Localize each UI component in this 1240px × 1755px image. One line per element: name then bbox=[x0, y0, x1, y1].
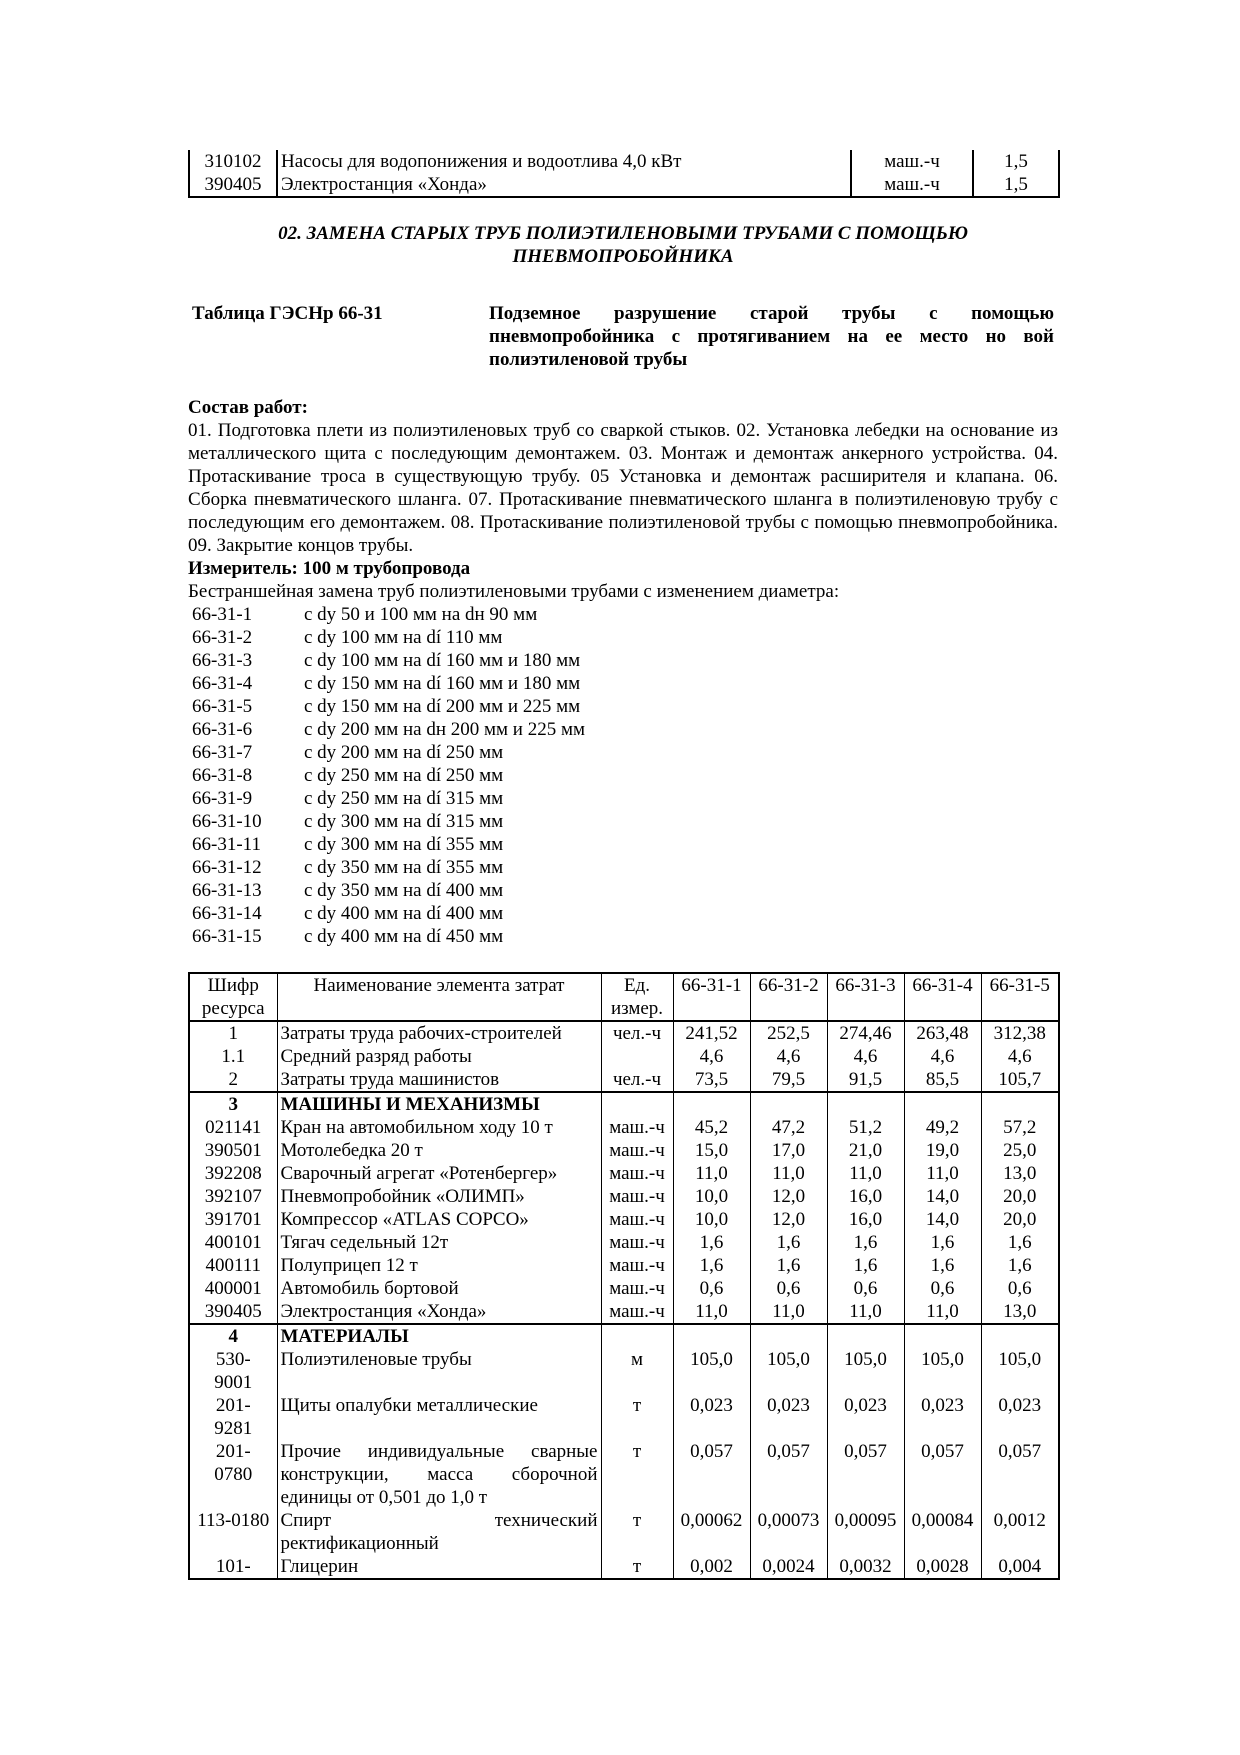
table-row bbox=[189, 1348, 1059, 1394]
table-heading bbox=[188, 302, 1058, 371]
variant-item bbox=[188, 718, 1058, 741]
resource-code-part: 9281 bbox=[214, 1418, 253, 1439]
norm-value: 0,6 bbox=[904, 1277, 981, 1300]
variant-code: 66-31-10 bbox=[192, 811, 262, 832]
variant-item bbox=[188, 856, 1058, 879]
resource-unit: маш.-ч bbox=[601, 1300, 673, 1324]
norm-value: 4,6 bbox=[827, 1045, 904, 1068]
norm-value: 0,6 bbox=[750, 1277, 827, 1300]
table-row bbox=[189, 1231, 1059, 1254]
variant-desc: с dy 200 мм на dí 250 мм bbox=[304, 742, 504, 763]
resource-name: Электростанция «Хонда» bbox=[277, 1300, 601, 1324]
norm-value: 4,6 bbox=[904, 1045, 981, 1068]
table-row bbox=[189, 1394, 1059, 1440]
variant-item bbox=[188, 764, 1058, 787]
variant-item bbox=[188, 902, 1058, 925]
resource-code: 391701 bbox=[189, 1208, 277, 1231]
resource-name: Глицерин bbox=[277, 1555, 601, 1579]
variant-item bbox=[188, 649, 1058, 672]
variant-list bbox=[188, 603, 1058, 948]
header-col-66-31-4: 66-31-4 bbox=[904, 973, 981, 1021]
resource-name: Сварочный агрегат «Ротенбергер» bbox=[277, 1162, 601, 1185]
empty-cell bbox=[904, 1092, 981, 1116]
norm-value: 14,0 bbox=[904, 1185, 981, 1208]
table-row bbox=[189, 1277, 1059, 1300]
empty-cell bbox=[904, 1324, 981, 1348]
table-row bbox=[189, 1162, 1059, 1185]
variant-item bbox=[188, 672, 1058, 695]
variant-code: 66-31-12 bbox=[192, 857, 262, 878]
norm-value: 10,0 bbox=[673, 1208, 750, 1231]
norm-value: 11,0 bbox=[904, 1300, 981, 1324]
resource-name: Пневмопробойник «ОЛИМП» bbox=[277, 1185, 601, 1208]
resource-unit: маш.-ч bbox=[601, 1162, 673, 1185]
document-page bbox=[188, 150, 1058, 1580]
variant-item bbox=[188, 810, 1058, 833]
norm-value: 252,5 bbox=[750, 1021, 827, 1045]
resource-code-part: 9001 bbox=[214, 1372, 253, 1393]
norm-value: 0,00084 bbox=[904, 1509, 981, 1555]
resource-unit: чел.-ч bbox=[601, 1068, 673, 1092]
resource-code: 392107 bbox=[189, 1185, 277, 1208]
section-title-line: 02. ЗАМЕНА СТАРЫХ ТРУБ ПОЛИЭТИЛЕНОВЫМИ ТРУБАМИ С ПОМОЩЬЮ bbox=[278, 223, 968, 244]
norm-value: 73,5 bbox=[673, 1068, 750, 1092]
section-title-line: ПНЕВМОПРОБОЙНИКА bbox=[512, 246, 734, 267]
norm-value: 241,52 bbox=[673, 1021, 750, 1045]
norm-value: 4,6 bbox=[750, 1045, 827, 1068]
header-name: Наименование элемента затрат bbox=[277, 973, 601, 1021]
table-code: Таблица ГЭСНр 66-31 bbox=[192, 303, 383, 324]
variant-desc: с dy 350 мм на dí 355 мм bbox=[304, 857, 504, 878]
group-header-row bbox=[189, 1092, 1059, 1116]
resource-name: Автомобиль бортовой bbox=[277, 1277, 601, 1300]
resource-unit: маш.-ч bbox=[601, 1139, 673, 1162]
header-col-66-31-2: 66-31-2 bbox=[750, 973, 827, 1021]
variant-item bbox=[188, 741, 1058, 764]
norm-value: 0,057 bbox=[981, 1440, 1059, 1509]
composition-text: 01. Подготовка плети из полиэтиленовых труб со сваркой стыков. 02. Установка лебедки на основание из металлического щита с последующим демонтажем. 03. Монтаж и демонтаж анкерного устройства. 04. Протаскивание троса в существующую трубу. 05 Установка и демонтаж расширителя и клапана. 06. Сборка пневматического шланга. 07. Протаскивание пневматического шланга в полиэтиленовую трубу с последующим его демонтажем. 08. Протаскивание полиэтиленовой трубы с помощью пневмопробойника. 09. Закрытие концов трубы. bbox=[188, 420, 1058, 556]
variant-code: 66-31-14 bbox=[192, 903, 262, 924]
variant-code: 66-31-7 bbox=[192, 742, 253, 763]
resource-norms-table bbox=[188, 972, 1060, 1580]
resource-unit: маш.-ч bbox=[601, 1277, 673, 1300]
variant-desc: с dy 100 мм на dí 160 мм и 180 мм bbox=[304, 650, 581, 671]
resource-name: Насосы для водопонижения и водоотлива 4,0 кВт bbox=[277, 150, 851, 173]
variant-item bbox=[188, 787, 1058, 810]
resource-unit: маш.-ч bbox=[851, 150, 973, 173]
norm-value: 1,6 bbox=[827, 1254, 904, 1277]
header-unit: Ед. измер. bbox=[601, 973, 673, 1021]
norm-value: 0,00095 bbox=[827, 1509, 904, 1555]
norm-value: 105,0 bbox=[904, 1348, 981, 1394]
table-row bbox=[189, 150, 1059, 173]
resource-unit: т bbox=[601, 1440, 673, 1509]
norm-value: 0,057 bbox=[750, 1440, 827, 1509]
norm-value: 1,6 bbox=[981, 1254, 1059, 1277]
norm-value: 263,48 bbox=[904, 1021, 981, 1045]
variant-desc: с dy 300 мм на dí 315 мм bbox=[304, 811, 504, 832]
resource-code: 400001 bbox=[189, 1277, 277, 1300]
norm-value: 47,2 bbox=[750, 1116, 827, 1139]
resource-name: Компрессор «ATLAS COPCO» bbox=[277, 1208, 601, 1231]
norm-value: 105,0 bbox=[981, 1348, 1059, 1394]
resource-code-part: 201- bbox=[215, 1441, 251, 1462]
header-code: Шифр ресурса bbox=[189, 973, 277, 1021]
resource-name: Полиэтиленовые трубы bbox=[277, 1348, 601, 1394]
variant-code: 66-31-8 bbox=[192, 765, 253, 786]
variant-desc: с dy 400 мм на dí 450 мм bbox=[304, 926, 504, 947]
norm-value: 11,0 bbox=[673, 1300, 750, 1324]
table-row bbox=[189, 1116, 1059, 1139]
resource-code: 2 bbox=[189, 1068, 277, 1092]
table-row bbox=[189, 1045, 1059, 1068]
empty-cell bbox=[673, 1092, 750, 1116]
resource-name: Тягач седельный 12т bbox=[277, 1231, 601, 1254]
resource-code-part: 201- bbox=[215, 1395, 251, 1416]
resource-name: Электростанция «Хонда» bbox=[277, 173, 851, 197]
table-row bbox=[189, 1509, 1059, 1555]
variant-code: 66-31-6 bbox=[192, 719, 253, 740]
variant-item bbox=[188, 833, 1058, 856]
variant-desc: с dy 150 мм на dí 200 мм и 225 мм bbox=[304, 696, 581, 717]
resource-code: 310102 bbox=[189, 150, 277, 173]
norm-value: 0,0028 bbox=[904, 1555, 981, 1579]
norm-value: 0,0024 bbox=[750, 1555, 827, 1579]
norm-value: 15,0 bbox=[673, 1139, 750, 1162]
norm-value: 51,2 bbox=[827, 1116, 904, 1139]
variant-code: 66-31-3 bbox=[192, 650, 253, 671]
group-code: 4 bbox=[189, 1324, 277, 1348]
norm-value: 11,0 bbox=[827, 1300, 904, 1324]
resource-code: 390501 bbox=[189, 1139, 277, 1162]
table-header-row bbox=[189, 973, 1059, 1021]
norm-value: 0,004 bbox=[981, 1555, 1059, 1579]
norm-value: 105,0 bbox=[827, 1348, 904, 1394]
table-row bbox=[189, 1254, 1059, 1277]
norm-value: 0,023 bbox=[904, 1394, 981, 1440]
norm-value: 11,0 bbox=[750, 1162, 827, 1185]
variant-code: 66-31-1 bbox=[192, 604, 253, 625]
table-row bbox=[189, 1021, 1059, 1045]
resource-unit: маш.-ч bbox=[601, 1231, 673, 1254]
resource-value: 1,5 bbox=[973, 173, 1059, 197]
norm-value: 19,0 bbox=[904, 1139, 981, 1162]
table-row bbox=[189, 1068, 1059, 1092]
resource-code-part: 530- bbox=[215, 1349, 251, 1370]
norm-value: 49,2 bbox=[904, 1116, 981, 1139]
resource-name: Затраты труда рабочих-строителей bbox=[277, 1021, 601, 1045]
empty-cell bbox=[601, 1324, 673, 1348]
norm-value: 79,5 bbox=[750, 1068, 827, 1092]
table-row bbox=[189, 1440, 1059, 1509]
variant-item bbox=[188, 603, 1058, 626]
norm-value: 13,0 bbox=[981, 1300, 1059, 1324]
norm-value: 0,057 bbox=[904, 1440, 981, 1509]
norm-value: 20,0 bbox=[981, 1185, 1059, 1208]
norm-value: 20,0 bbox=[981, 1208, 1059, 1231]
norm-value: 1,6 bbox=[673, 1231, 750, 1254]
norm-value: 21,0 bbox=[827, 1139, 904, 1162]
norm-value: 25,0 bbox=[981, 1139, 1059, 1162]
empty-cell bbox=[827, 1092, 904, 1116]
norm-value: 14,0 bbox=[904, 1208, 981, 1231]
norm-value: 16,0 bbox=[827, 1185, 904, 1208]
resource-code bbox=[189, 1394, 277, 1440]
norm-value: 11,0 bbox=[750, 1300, 827, 1324]
variant-item bbox=[188, 879, 1058, 902]
norm-value: 0,6 bbox=[827, 1277, 904, 1300]
norm-value: 4,6 bbox=[981, 1045, 1059, 1068]
norm-value: 0,057 bbox=[827, 1440, 904, 1509]
resource-unit: т bbox=[601, 1509, 673, 1555]
norm-value: 1,6 bbox=[750, 1231, 827, 1254]
variant-code: 66-31-4 bbox=[192, 673, 253, 694]
norm-value: 12,0 bbox=[750, 1185, 827, 1208]
norm-value: 0,00062 bbox=[673, 1509, 750, 1555]
resource-name: Полуприцеп 12 т bbox=[277, 1254, 601, 1277]
norm-value: 13,0 bbox=[981, 1162, 1059, 1185]
resource-code: 1 bbox=[189, 1021, 277, 1045]
norm-value: 1,6 bbox=[827, 1231, 904, 1254]
empty-cell bbox=[750, 1092, 827, 1116]
resource-unit bbox=[601, 1045, 673, 1068]
empty-cell bbox=[827, 1324, 904, 1348]
group-title: МАШИНЫ И МЕХАНИЗМЫ bbox=[277, 1092, 601, 1116]
norm-value: 0,6 bbox=[981, 1277, 1059, 1300]
empty-cell bbox=[981, 1092, 1059, 1116]
norm-value: 0,00073 bbox=[750, 1509, 827, 1555]
norm-value: 85,5 bbox=[904, 1068, 981, 1092]
resource-name: Щиты опалубки металлические bbox=[277, 1394, 601, 1440]
resource-code bbox=[189, 1555, 277, 1579]
table-row bbox=[189, 173, 1059, 197]
variant-desc: с dy 200 мм на dн 200 мм и 225 мм bbox=[304, 719, 586, 740]
resource-unit: т bbox=[601, 1555, 673, 1579]
empty-cell bbox=[673, 1324, 750, 1348]
resource-code bbox=[189, 1440, 277, 1509]
resource-name: Мотолебедка 20 т bbox=[277, 1139, 601, 1162]
variant-desc: с dy 300 мм на dí 355 мм bbox=[304, 834, 504, 855]
resource-code bbox=[189, 1509, 277, 1555]
resource-code bbox=[189, 1348, 277, 1394]
norm-value: 1,6 bbox=[673, 1254, 750, 1277]
norm-value: 11,0 bbox=[673, 1162, 750, 1185]
variant-desc: с dy 350 мм на dí 400 мм bbox=[304, 880, 504, 901]
norm-value: 11,0 bbox=[827, 1162, 904, 1185]
variant-item bbox=[188, 695, 1058, 718]
table-row bbox=[189, 1555, 1059, 1579]
norm-value: 0,0012 bbox=[981, 1509, 1059, 1555]
variant-desc: с dy 250 мм на dí 250 мм bbox=[304, 765, 504, 786]
resource-unit: маш.-ч bbox=[601, 1254, 673, 1277]
norm-value: 105,0 bbox=[673, 1348, 750, 1394]
table-row bbox=[189, 1185, 1059, 1208]
norm-value: 4,6 bbox=[673, 1045, 750, 1068]
header-col-66-31-3: 66-31-3 bbox=[827, 973, 904, 1021]
resource-code: 390405 bbox=[189, 173, 277, 197]
norm-value: 0,6 bbox=[673, 1277, 750, 1300]
resource-unit: маш.-ч bbox=[601, 1116, 673, 1139]
resource-unit: маш.-ч bbox=[851, 173, 973, 197]
group-code: 3 bbox=[189, 1092, 277, 1116]
resource-code-part: 0780 bbox=[214, 1464, 253, 1485]
intro-text: Бестраншейная замена труб полиэтиленовыми трубами с изменением диаметра: bbox=[188, 581, 840, 602]
norm-value: 10,0 bbox=[673, 1185, 750, 1208]
variant-code: 66-31-9 bbox=[192, 788, 253, 809]
norm-value: 11,0 bbox=[904, 1162, 981, 1185]
variant-desc: с dy 150 мм на dí 160 мм и 180 мм bbox=[304, 673, 581, 694]
table-row bbox=[189, 1139, 1059, 1162]
resource-unit: чел.-ч bbox=[601, 1021, 673, 1045]
variant-item bbox=[188, 925, 1058, 948]
norm-value: 105,0 bbox=[750, 1348, 827, 1394]
resource-code-part: 113-0180 bbox=[197, 1510, 270, 1531]
header-col-66-31-1: 66-31-1 bbox=[673, 973, 750, 1021]
empty-cell bbox=[981, 1324, 1059, 1348]
norm-value: 12,0 bbox=[750, 1208, 827, 1231]
norm-value: 1,6 bbox=[904, 1231, 981, 1254]
composition-title: Состав работ: bbox=[188, 397, 308, 418]
resource-unit: т bbox=[601, 1394, 673, 1440]
header-col-66-31-5: 66-31-5 bbox=[981, 973, 1059, 1021]
norm-value: 45,2 bbox=[673, 1116, 750, 1139]
variant-code: 66-31-5 bbox=[192, 696, 253, 717]
measure-label: Измеритель: 100 м трубопровода bbox=[188, 558, 471, 579]
top-resource-table bbox=[188, 150, 1060, 198]
norm-value: 312,38 bbox=[981, 1021, 1059, 1045]
norm-value: 1,6 bbox=[750, 1254, 827, 1277]
empty-cell bbox=[601, 1092, 673, 1116]
resource-value: 1,5 bbox=[973, 150, 1059, 173]
resource-name: Прочие индивидуальные сварные конструкции, масса сборочной единицы от 0,501 до 1,0 т bbox=[277, 1440, 601, 1509]
variant-code: 66-31-2 bbox=[192, 627, 253, 648]
table-row bbox=[189, 1300, 1059, 1324]
resource-name: Средний разряд работы bbox=[277, 1045, 601, 1068]
variant-desc: с dy 250 мм на dí 315 мм bbox=[304, 788, 504, 809]
norm-value: 17,0 bbox=[750, 1139, 827, 1162]
resource-name: Затраты труда машинистов bbox=[277, 1068, 601, 1092]
resource-code-part: 101- bbox=[215, 1556, 251, 1577]
variant-code: 66-31-13 bbox=[192, 880, 262, 901]
resource-name: Спирт технический ректификационный bbox=[277, 1509, 601, 1555]
table-row bbox=[189, 1208, 1059, 1231]
group-header-row bbox=[189, 1324, 1059, 1348]
table-title: Подземное разрушение старой трубы с помощью пневмопробойника с протягиванием на ее место но вой полиэтиленовой трубы bbox=[489, 303, 1054, 370]
resource-code: 392208 bbox=[189, 1162, 277, 1185]
norm-value: 57,2 bbox=[981, 1116, 1059, 1139]
variant-desc: с dy 400 мм на dí 400 мм bbox=[304, 903, 504, 924]
resource-name: Кран на автомобильном ходу 10 т bbox=[277, 1116, 601, 1139]
norm-value: 1,6 bbox=[981, 1231, 1059, 1254]
resource-unit: м bbox=[601, 1348, 673, 1394]
norm-value: 0,002 bbox=[673, 1555, 750, 1579]
resource-code: 021141 bbox=[189, 1116, 277, 1139]
variant-item bbox=[188, 626, 1058, 649]
variant-desc: с dy 50 и 100 мм на dн 90 мм bbox=[304, 604, 538, 625]
variant-desc: с dy 100 мм на dí 110 мм bbox=[304, 627, 503, 648]
norm-value: 105,7 bbox=[981, 1068, 1059, 1092]
resource-unit: маш.-ч bbox=[601, 1208, 673, 1231]
norm-value: 0,023 bbox=[981, 1394, 1059, 1440]
norm-value: 0,023 bbox=[750, 1394, 827, 1440]
norm-value: 0,057 bbox=[673, 1440, 750, 1509]
norm-value: 0,023 bbox=[827, 1394, 904, 1440]
variant-code: 66-31-15 bbox=[192, 926, 262, 947]
norm-value: 1,6 bbox=[904, 1254, 981, 1277]
variant-code: 66-31-11 bbox=[192, 834, 261, 855]
resource-code: 400111 bbox=[189, 1254, 277, 1277]
resource-unit: маш.-ч bbox=[601, 1185, 673, 1208]
norm-value: 0,0032 bbox=[827, 1555, 904, 1579]
resource-code: 390405 bbox=[189, 1300, 277, 1324]
norm-value: 0,023 bbox=[673, 1394, 750, 1440]
section-title bbox=[188, 222, 1058, 268]
norm-value: 91,5 bbox=[827, 1068, 904, 1092]
empty-cell bbox=[750, 1324, 827, 1348]
resource-code: 1.1 bbox=[189, 1045, 277, 1068]
resource-code: 400101 bbox=[189, 1231, 277, 1254]
norm-value: 274,46 bbox=[827, 1021, 904, 1045]
norm-value: 16,0 bbox=[827, 1208, 904, 1231]
group-title: МАТЕРИАЛЫ bbox=[277, 1324, 601, 1348]
